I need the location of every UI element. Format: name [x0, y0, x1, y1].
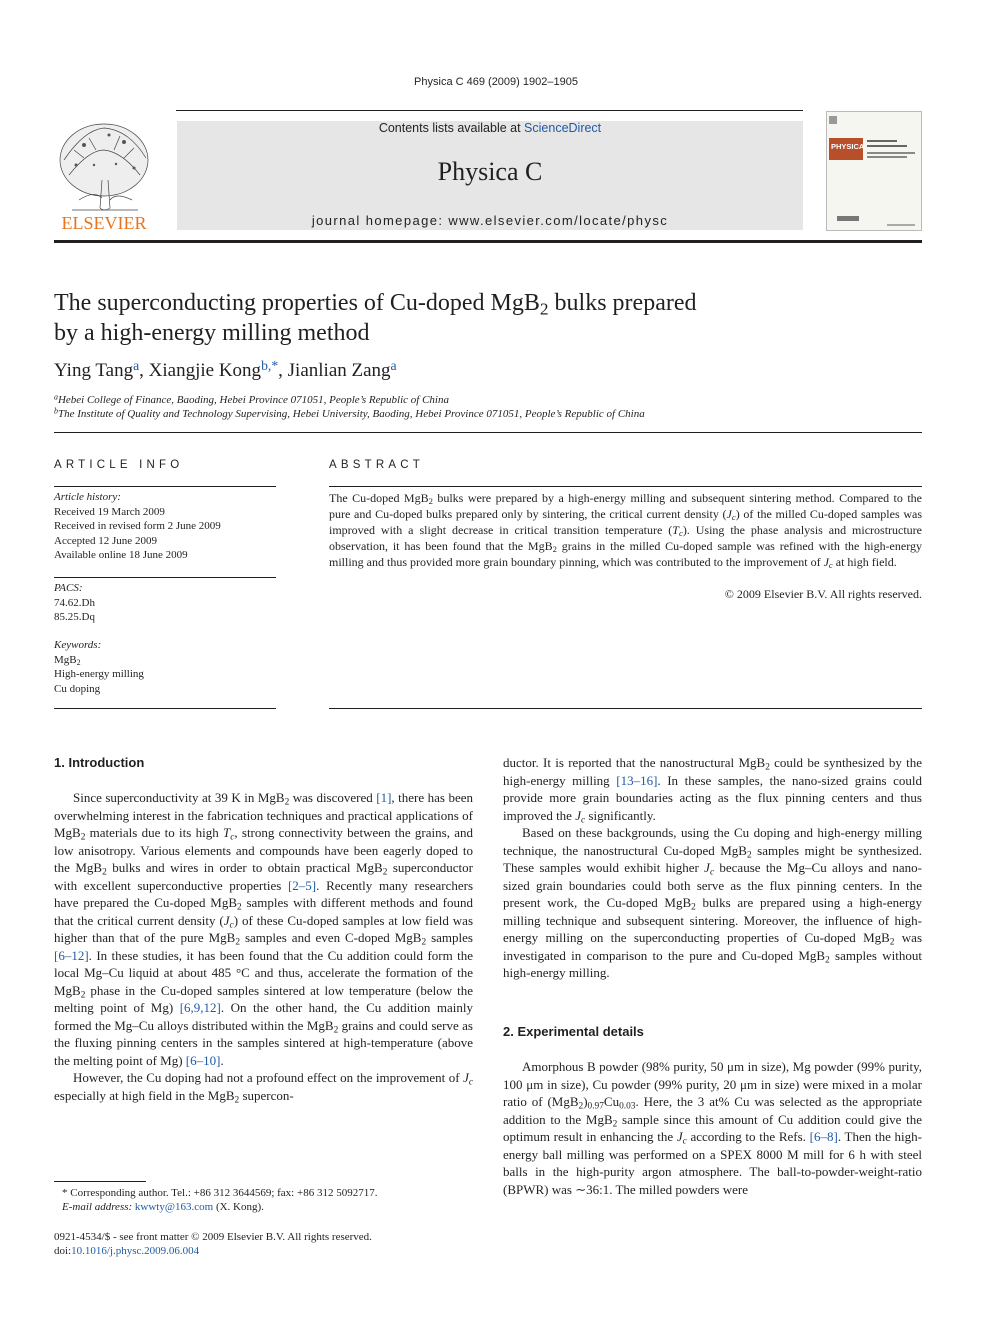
ref-link[interactable]: [6–12]: [54, 947, 89, 963]
journal-homepage[interactable]: journal homepage: www.elsevier.com/locate/physc: [311, 213, 669, 228]
journal-title: Physica C: [437, 157, 543, 186]
introduction-text-right: ductor. It is reported that the nanostructural MgB$_2$ could be synthesized by the high-energy milling [13–16]. In these samples, the nano-sized grains could provide more grain boundaries acting as the flux pinning centers and thus improved the $J_c$ significantly. Based on these backgrounds, using the Cu doping and high-energy milling technique, the nanostructural Cu-doped MgB$_2$ samples might be synthesized. These samples would exhibit higher $J_c$ because the Mg–Cu alloys and nano-sized grain boundaries could both serve as the flux pinning centers. In the present work, the Cu-doped MgB$_2$ bulks are prepared using a high-energy milling technique and subsequent sintering. Moreover, the influence of high-energy milling on the superconducting properties of Cu-doped MgB$_2$ was investigated in comparison to the pure and Cu-doped MgB$_2$ samples without high-energy milling.: [503, 755, 923, 980]
abstract-rule: [329, 708, 922, 709]
history-item: Available online 18 June 2009: [54, 549, 188, 561]
affiliation-rule: [54, 432, 922, 433]
author-name: Xiangjie Kong: [148, 360, 262, 381]
history-item: Received 19 March 2009: [54, 505, 165, 518]
header-rule: [176, 110, 803, 111]
journal-cover-thumbnail[interactable]: [826, 111, 922, 231]
pacs-codes: PACS: 74.62.Dh 85.25.Dq: [54, 581, 276, 625]
email-link[interactable]: kwwty@163.com: [134, 1201, 214, 1213]
history-item: Accepted 12 June 2009: [54, 534, 157, 547]
section-heading-experimental: 2. Experimental details: [503, 1024, 644, 1039]
elsevier-wordmark: ELSEVIER: [61, 213, 147, 232]
article-title: The superconducting properties of Cu-doped MgB$_2$ bulks prepared by a high-energy milling method: [54, 290, 697, 346]
ref-link[interactable]: [6–10]: [185, 1052, 221, 1068]
header-thick-rule: [54, 240, 922, 243]
ref-link[interactable]: [6,9,12]: [179, 1000, 221, 1015]
article-info-rule: [54, 486, 276, 487]
affiliation-mark[interactable]: a: [390, 357, 397, 373]
doi-link[interactable]: 10.1016/j.physc.2009.06.004: [71, 1245, 200, 1257]
contents-prefix: Contents lists available at: [378, 121, 525, 135]
abstract-copyright: © 2009 Elsevier B.V. All rights reserved.: [724, 587, 922, 601]
affiliation-b: $^b$The Institute of Quality and Technology Supervising, Hebei University, Baoding, Hebei Province 071051, People’s Republic of China: [54, 406, 645, 420]
affiliations: [54, 393, 924, 421]
pacs-item: 85.25.Dq: [54, 611, 95, 623]
elsevier-tree-icon: [54, 120, 154, 232]
article-history: Article history: Received 19 March 2009 Received in revised form 2 June 2009 Accepted 12 June 2009 Available online 18 June 2009: [54, 490, 276, 563]
article-info-heading: ARTICLE INFO: [54, 459, 184, 471]
ref-link[interactable]: [2–5]: [287, 877, 317, 893]
elsevier-logo[interactable]: [54, 120, 154, 232]
ref-link[interactable]: [13–16]: [616, 772, 658, 788]
journal-citation: Physica C 469 (2009) 1902–1905: [414, 76, 578, 88]
introduction-text-left: Since superconductivity at 39 K in MgB$_2$ was discovered [1], there has been overwhelming interest in the fabrication techniques and practical applications of MgB$_2$ materials due to its high $T_c$, strong connectivity between the grains, and low anisotropy. Various elements and compounds have been eagerly doped to the MgB$_2$ bulks and wires in order to obtain practical MgB$_2$ superconductor with excellent superconductive properties [2–5]. Recently many researchers have prepared the Cu-doped MgB$_2$ samples with different methods and found that the critical current density $(J_c)$ of these Cu-doped samples at low field was higher than that of the pure MgB$_2$ samples and even C-doped MgB$_2$ samples [6–12]. In these studies, it has been found that the Cu addition could form the local Mg–Cu liquid at about 485 °C and thus, accelerate the formation of the MgB$_2$ phase in the Cu-doped samples sintered at low temperature (below the melting point of Mg) [6,9,12]. On the other hand, the Cu addition mainly formed the Mg–Cu alloys distributed within the MgB$_2$ grains and could serve as the fluxing pinning centers in the samples sintered at high-temperature (above the melting point of Mg) [6–10]. However, the Cu doping had not a profound effect on the improvement of $J_c$ especially at high field in the MgB$_2$ supercon-: [54, 790, 474, 1105]
keyword-item: MgB$_2$: [54, 653, 81, 667]
ref-link[interactable]: [6–8]: [809, 1129, 838, 1144]
abstract-text: The Cu-doped MgB$_2$ bulks were prepared by a high-energy milling and subsequent sintering method. Compared to the pure and Cu-doped bulks prepared only by sintering, the critical current density $(J_c)$ of the milled Cu-doped samples was improved with a slight decrease in critical transition temperature $(T_c)$. Using the phase analysis and microstructure observation, it has been found that the MgB$_2$ grains in the milled Cu-doped sample was refined with the high-energy milling and thus provided more grain boundary pinning, which was contributed to the improvement of $J_c$ at high field.: [329, 491, 923, 571]
affiliation-a: $^a$Hebei College of Finance, Baoding, Hebei Province 071051, People’s Republic of China: [54, 392, 449, 406]
sciencedirect-link[interactable]: ScienceDirect: [524, 121, 602, 135]
abstract-rule: [329, 486, 922, 487]
section-heading-introduction: 1. Introduction: [54, 755, 145, 770]
article-info-rule: [54, 708, 276, 709]
keyword-item: High-energy milling: [54, 668, 144, 680]
contents-line: [177, 121, 803, 135]
article-info-rule: [54, 577, 276, 578]
author-name: Ying Tang: [54, 360, 134, 381]
svg-text:PHYSICA: PHYSICA: [831, 142, 865, 151]
author-name: Jianlian Zang: [287, 360, 391, 381]
keywords: Keywords: MgB$_2$ High-energy milling Cu doping: [54, 638, 276, 696]
corresponding-author-footnote: * Corresponding author. Tel.: +86 312 3644569; fax: +86 312 5092717. E-mail address: kwwty@163.com (X. Kong).: [62, 1187, 378, 1213]
pacs-item: 74.62.Dh: [54, 596, 95, 609]
author-list: Ying Tang$^a$, Xiangjie Kong$^{b,*}$, Jianlian Zang$^a$: [54, 357, 397, 381]
issn-line: 0921-4534/$ - see front matter © 2009 Elsevier B.V. All rights reserved.: [54, 1231, 372, 1243]
affiliation-mark[interactable]: b,*: [261, 357, 279, 373]
cover-image-icon: [827, 112, 921, 230]
affiliation-mark[interactable]: a: [133, 357, 140, 373]
footnote-rule: [54, 1181, 146, 1182]
doi-line: doi:10.1016/j.physc.2009.06.004: [54, 1245, 200, 1257]
experimental-text: Amorphous B powder (98% purity, 50 μm in size), Mg powder (99% purity, 100 μm in size), Cu powder (99% purity, 20 μm in size) were mixed in a molar ratio of $(MgB_2)_{0.97}Cu_{0.03}$. Here, the 3 at% Cu was selected as the appropriate addition to the MgB$_2$ sample since this amount of Cu addition could give the optimum result in enhancing the $J_c$ according to the Refs. [6–8]. Then the high-energy ball milling was performed on a SPEX 8000 M mill for 6 h with steel balls in the high-purity argon atmosphere. The ball-to-powder-weight-ratio (BPWR) was ∼36:1. The milled powders were: [503, 1059, 922, 1197]
abstract-heading: ABSTRACT: [329, 459, 424, 471]
history-item: Received in revised form 2 June 2009: [54, 520, 221, 532]
issn-doi: [54, 1230, 474, 1258]
keyword-item: Cu doping: [54, 682, 101, 695]
ref-link[interactable]: [1]: [376, 790, 392, 805]
